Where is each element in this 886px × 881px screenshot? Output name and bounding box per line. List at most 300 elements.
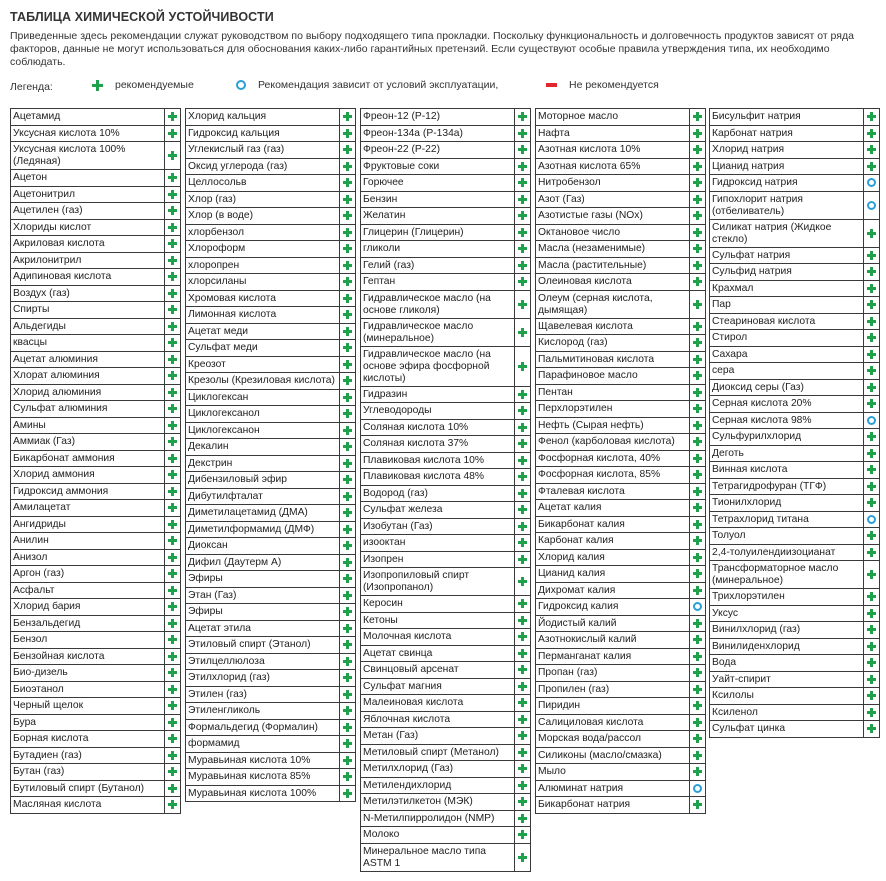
rating-cell [690, 649, 705, 665]
rating-cell [165, 319, 180, 335]
table-row [10, 517, 181, 534]
rating-cell [515, 745, 530, 761]
plus-icon [168, 668, 177, 677]
table-row [535, 352, 706, 369]
table-row [360, 420, 531, 437]
substance-name: Метилхлорид (Газ) [361, 761, 515, 777]
substance-name: Парафиновое масло [536, 368, 690, 384]
rating-cell [165, 220, 180, 236]
table-column-4 [535, 108, 706, 814]
table-row [185, 225, 356, 242]
plus-icon [168, 239, 177, 248]
plus-icon [168, 437, 177, 446]
substance-name: Морская вода/рассол [536, 731, 690, 747]
chemical-resistance-page [10, 10, 878, 869]
plus-icon [343, 277, 352, 286]
rating-cell [515, 258, 530, 274]
table-row [709, 413, 880, 430]
plus-icon [518, 277, 527, 286]
substance-name: Акриловая кислота [11, 236, 165, 252]
substance-name: Салициловая кислота [536, 715, 690, 731]
substance-name: Пар [710, 297, 864, 313]
substance-name: Хлор (в воде) [186, 208, 340, 224]
table-row [185, 159, 356, 176]
substance-name: Крахмал [710, 281, 864, 297]
substance-name: Ацетонитрил [11, 187, 165, 203]
substance-name: N-Метилпирролидон (NMP) [361, 811, 515, 827]
substance-name: Алюминат натрия [536, 781, 690, 797]
rating-cell [340, 687, 355, 703]
rating-cell [515, 568, 530, 595]
table-row [535, 291, 706, 319]
plus-icon [343, 343, 352, 352]
plus-icon [693, 470, 702, 479]
plus-icon [518, 599, 527, 608]
substance-name: Метан (Газ) [361, 728, 515, 744]
table-row [535, 108, 706, 126]
table-row [709, 126, 880, 143]
substance-name: Масляная кислота [11, 797, 165, 813]
plus-icon [168, 305, 177, 314]
circle-icon [867, 515, 876, 524]
substance-name: Уксус [710, 606, 864, 622]
substance-name: Анизол [11, 550, 165, 566]
plus-icon [693, 162, 702, 171]
rating-cell [515, 613, 530, 629]
plus-icon [343, 129, 352, 138]
table-row [709, 446, 880, 463]
table-row [10, 253, 181, 270]
substance-name: Керосин [361, 596, 515, 612]
substance-name: Винилиденхлорид [710, 639, 864, 655]
substance-name: Винилхлорид (газ) [710, 622, 864, 638]
circle-icon [867, 201, 876, 210]
substance-name: Хлор (газ) [186, 192, 340, 208]
rating-cell [690, 764, 705, 780]
plus-icon [168, 272, 177, 281]
substance-name: Мыло [536, 764, 690, 780]
table-row [535, 192, 706, 209]
table-row [535, 632, 706, 649]
rating-cell [515, 347, 530, 386]
substance-name: Тионилхлорид [710, 495, 864, 511]
substance-name: изооктан [361, 535, 515, 551]
plus-icon [518, 715, 527, 724]
plus-icon [867, 112, 876, 121]
rating-cell [165, 748, 180, 764]
table-row [709, 622, 880, 639]
table-row [185, 423, 356, 440]
plus-icon [343, 195, 352, 204]
table-row [360, 319, 531, 347]
substance-name: Биоэтанол [11, 682, 165, 698]
substance-name: Метилэтилкетон (МЭК) [361, 794, 515, 810]
plus-icon [867, 548, 876, 557]
table-row [709, 281, 880, 298]
substance-name: Анилин [11, 533, 165, 549]
rating-cell [340, 126, 355, 142]
substance-name: Формальдегид (Формалин) [186, 720, 340, 736]
substance-name: Циклогексанол [186, 406, 340, 422]
plus-icon [867, 284, 876, 293]
plus-icon [343, 541, 352, 550]
rating-cell [864, 688, 879, 704]
table-row [185, 390, 356, 407]
table-row [360, 827, 531, 844]
rating-cell [864, 622, 879, 638]
table-row [10, 220, 181, 237]
table-row [535, 764, 706, 781]
plus-icon [343, 360, 352, 369]
plus-icon [693, 437, 702, 446]
rating-cell [864, 462, 879, 478]
plus-icon [168, 151, 177, 160]
rating-cell [515, 827, 530, 843]
rating-cell [690, 632, 705, 648]
plus-icon [168, 454, 177, 463]
plus-icon [867, 609, 876, 618]
substance-name: Ксиленол [710, 705, 864, 721]
table-row [10, 550, 181, 567]
rating-cell [165, 286, 180, 302]
table-row [10, 286, 181, 303]
rating-cell [165, 401, 180, 417]
substance-name: Этиловый спирт (Этанол) [186, 637, 340, 653]
plus-icon [518, 472, 527, 481]
substance-name: Хлорид кальция [186, 109, 340, 125]
substance-name: Пальмитиновая кислота [536, 352, 690, 368]
table-row [185, 720, 356, 737]
table-row [185, 126, 356, 143]
plus-icon [343, 772, 352, 781]
table-row [185, 241, 356, 258]
plus-icon [168, 322, 177, 331]
plus-icon [867, 675, 876, 684]
table-row [535, 682, 706, 699]
rating-cell [515, 453, 530, 469]
table-column-1 [10, 108, 181, 814]
plus-icon [867, 691, 876, 700]
rating-cell [165, 649, 180, 665]
substance-name: Хлорат алюминия [11, 368, 165, 384]
substance-name: Хлориды кислот [11, 220, 165, 236]
substance-name: Изобутан (Газ) [361, 519, 515, 535]
table-row [360, 712, 531, 729]
table-row [10, 484, 181, 501]
substance-name: Ацетат алюминия [11, 352, 165, 368]
substance-name: Диоксан [186, 538, 340, 554]
plus-icon [168, 586, 177, 595]
plus-icon [693, 520, 702, 529]
table-row [709, 330, 880, 347]
plus-icon [343, 789, 352, 798]
rating-cell [165, 109, 180, 125]
table-row [535, 385, 706, 402]
rating-cell [864, 495, 879, 511]
table-row [10, 269, 181, 286]
table-row [185, 472, 356, 489]
rating-cell [165, 253, 180, 269]
substance-name: Плавиковая кислота 10% [361, 453, 515, 469]
plus-icon [343, 475, 352, 484]
plus-icon [518, 538, 527, 547]
substance-name: Сульфат цинка [710, 721, 864, 737]
plus-icon [343, 706, 352, 715]
table-row [10, 533, 181, 550]
substance-name: Этан (Газ) [186, 588, 340, 604]
table-row [10, 781, 181, 798]
substance-name: Гидравлическое масло (на основе эфира фосфорной кислоты) [361, 347, 515, 386]
rating-cell [690, 225, 705, 241]
table-row [360, 745, 531, 762]
substance-name: Уайт-спирит [710, 672, 864, 688]
plus-icon [867, 333, 876, 342]
substance-name: Дихромат калия [536, 583, 690, 599]
table-row [535, 616, 706, 633]
plus-icon [168, 256, 177, 265]
rating-cell [340, 703, 355, 719]
table-row [709, 462, 880, 479]
substance-name: Октановое число [536, 225, 690, 241]
rating-cell [340, 225, 355, 241]
rating-cell [165, 368, 180, 384]
substance-name: Крезолы (Крезиловая кислота) [186, 373, 340, 389]
rating-cell [864, 396, 879, 412]
rating-cell [690, 401, 705, 417]
substance-name: Ксилолы [710, 688, 864, 704]
rating-cell [864, 446, 879, 462]
table-row [185, 670, 356, 687]
substance-name: Водород (газ) [361, 486, 515, 502]
substance-name: Бутан (газ) [11, 764, 165, 780]
plus-icon [867, 129, 876, 138]
plus-icon [343, 739, 352, 748]
rating-cell [515, 192, 530, 208]
plus-icon [693, 129, 702, 138]
page-title: ТАБЛИЦА ХИМИЧЕСКОЙ УСТОЙЧИВОСТИ [10, 10, 274, 24]
table-row [360, 646, 531, 663]
table-row [709, 142, 880, 159]
rating-cell [690, 467, 705, 483]
rating-cell [340, 258, 355, 274]
rating-cell [340, 357, 355, 373]
rating-cell [864, 705, 879, 721]
table-row [185, 604, 356, 621]
rating-cell [690, 258, 705, 274]
rating-cell [864, 142, 879, 158]
rating-cell [340, 604, 355, 620]
substance-name: Асфальт [11, 583, 165, 599]
plus-icon [518, 362, 527, 371]
rating-cell [515, 274, 530, 290]
substance-name: Силикат натрия (Жидкое стекло) [710, 220, 864, 247]
substance-name: Сахара [710, 347, 864, 363]
rating-cell [864, 281, 879, 297]
rating-cell [165, 142, 180, 169]
substance-name: Пропан (газ) [536, 665, 690, 681]
table-row [10, 616, 181, 633]
table-row [10, 797, 181, 814]
substance-name: Азот (Газ) [536, 192, 690, 208]
rating-cell [864, 512, 879, 528]
legend-recommended-text: рекомендуемые [115, 79, 194, 91]
rating-cell [340, 753, 355, 769]
plus-icon [92, 80, 103, 91]
plus-icon [867, 399, 876, 408]
plus-icon [168, 553, 177, 562]
plus-icon [693, 553, 702, 562]
rating-cell [515, 844, 530, 871]
rating-cell [340, 736, 355, 752]
substance-name: Воздух (газ) [11, 286, 165, 302]
plus-icon [693, 300, 702, 309]
table-row [10, 748, 181, 765]
table-row [535, 126, 706, 143]
rating-cell [864, 175, 879, 191]
plus-icon [168, 800, 177, 809]
plus-icon [518, 423, 527, 432]
plus-icon [343, 409, 352, 418]
plus-icon [343, 459, 352, 468]
rating-cell [515, 761, 530, 777]
table-row [10, 500, 181, 517]
plus-icon [693, 178, 702, 187]
table-row [360, 844, 531, 872]
table-row [360, 613, 531, 630]
substance-name: Хлорид алюминия [11, 385, 165, 401]
rating-cell [165, 764, 180, 780]
table-row [360, 225, 531, 242]
substance-name: Фенол (карболовая кислота) [536, 434, 690, 450]
table-row [10, 335, 181, 352]
substance-name: Азотная кислота 65% [536, 159, 690, 175]
plus-icon [518, 764, 527, 773]
rating-cell [690, 599, 705, 615]
table-row [709, 220, 880, 248]
rating-cell [165, 269, 180, 285]
substance-name: Фреон-134а (Р-134а) [361, 126, 515, 142]
substance-name: Углекислый газ (газ) [186, 142, 340, 158]
rating-cell [690, 583, 705, 599]
rating-cell [165, 302, 180, 318]
plus-icon [693, 652, 702, 661]
plus-icon [168, 355, 177, 364]
table-row [535, 698, 706, 715]
rating-cell [340, 786, 355, 802]
table-row [535, 401, 706, 418]
table-row [360, 126, 531, 143]
substance-name: Черный щелок [11, 698, 165, 714]
table-row [185, 538, 356, 555]
plus-icon [168, 173, 177, 182]
table-row [360, 274, 531, 291]
substance-name: хлорбензол [186, 225, 340, 241]
substance-name: Нафта [536, 126, 690, 142]
rating-cell [690, 566, 705, 582]
intro-paragraph: Приведенные здесь рекомендации служат руководством по выбору подходящего типа прокладки. Поскольку функциональность и долговечность продуктов зависят от ряда факторов, данные не могут использоваться для обоснования каких-либо гарантийных претензий. Если существуют особые правила утверждения типа, их необходимо соблюдать. [10, 30, 854, 68]
table-row [10, 731, 181, 748]
rating-cell [864, 429, 879, 445]
minus-icon [546, 83, 557, 87]
table-row [360, 502, 531, 519]
rating-cell [864, 192, 879, 219]
plus-icon [168, 371, 177, 380]
table-row [709, 561, 880, 589]
rating-cell [515, 535, 530, 551]
rating-cell [864, 545, 879, 561]
table-row [535, 649, 706, 666]
rating-cell [165, 352, 180, 368]
table-row [535, 467, 706, 484]
plus-icon [693, 503, 702, 512]
rating-cell [340, 472, 355, 488]
table-row [709, 705, 880, 722]
plus-icon [693, 800, 702, 809]
table-row [185, 340, 356, 357]
rating-cell [165, 335, 180, 351]
substance-name: Трихлорэтилен [710, 589, 864, 605]
plus-icon [693, 404, 702, 413]
rating-cell [690, 291, 705, 318]
table-row [185, 654, 356, 671]
substance-name: Ацетат этила [186, 621, 340, 637]
rating-cell [340, 274, 355, 290]
substance-name: Стеариновая кислота [710, 314, 864, 330]
rating-cell [165, 698, 180, 714]
table-row [360, 794, 531, 811]
substance-name: Хлорид аммония [11, 467, 165, 483]
rating-cell [864, 413, 879, 429]
plus-icon [343, 162, 352, 171]
substance-name: Перманганат калия [536, 649, 690, 665]
rating-cell [340, 522, 355, 538]
plus-icon [168, 652, 177, 661]
rating-cell [340, 489, 355, 505]
substance-name: Гептан [361, 274, 515, 290]
rating-cell [864, 314, 879, 330]
substance-name: Соляная кислота 10% [361, 420, 515, 436]
plus-icon [693, 388, 702, 397]
substance-name: Эфиры [186, 571, 340, 587]
plus-icon [343, 756, 352, 765]
rating-cell [864, 380, 879, 396]
plus-icon [518, 616, 527, 625]
substance-name: Уксусная кислота 100% (Ледяная) [11, 142, 165, 169]
substance-name: Ангидриды [11, 517, 165, 533]
plus-icon [343, 525, 352, 534]
substance-name: Амилацетат [11, 500, 165, 516]
table-row [535, 274, 706, 291]
plus-icon [693, 536, 702, 545]
plus-icon [343, 211, 352, 220]
substance-name: Декалин [186, 439, 340, 455]
table-row [535, 533, 706, 550]
rating-cell [690, 241, 705, 257]
substance-name: Карбонат натрия [710, 126, 864, 142]
substance-name: Циклогексанон [186, 423, 340, 439]
rating-cell [340, 621, 355, 637]
rating-cell [864, 347, 879, 363]
plus-icon [343, 376, 352, 385]
substance-name: Бикарбонат натрия [536, 797, 690, 813]
table-row [709, 363, 880, 380]
rating-cell [165, 715, 180, 731]
rating-cell [515, 291, 530, 318]
plus-icon [867, 300, 876, 309]
rating-cell [690, 319, 705, 335]
table-row [10, 368, 181, 385]
plus-icon [693, 454, 702, 463]
